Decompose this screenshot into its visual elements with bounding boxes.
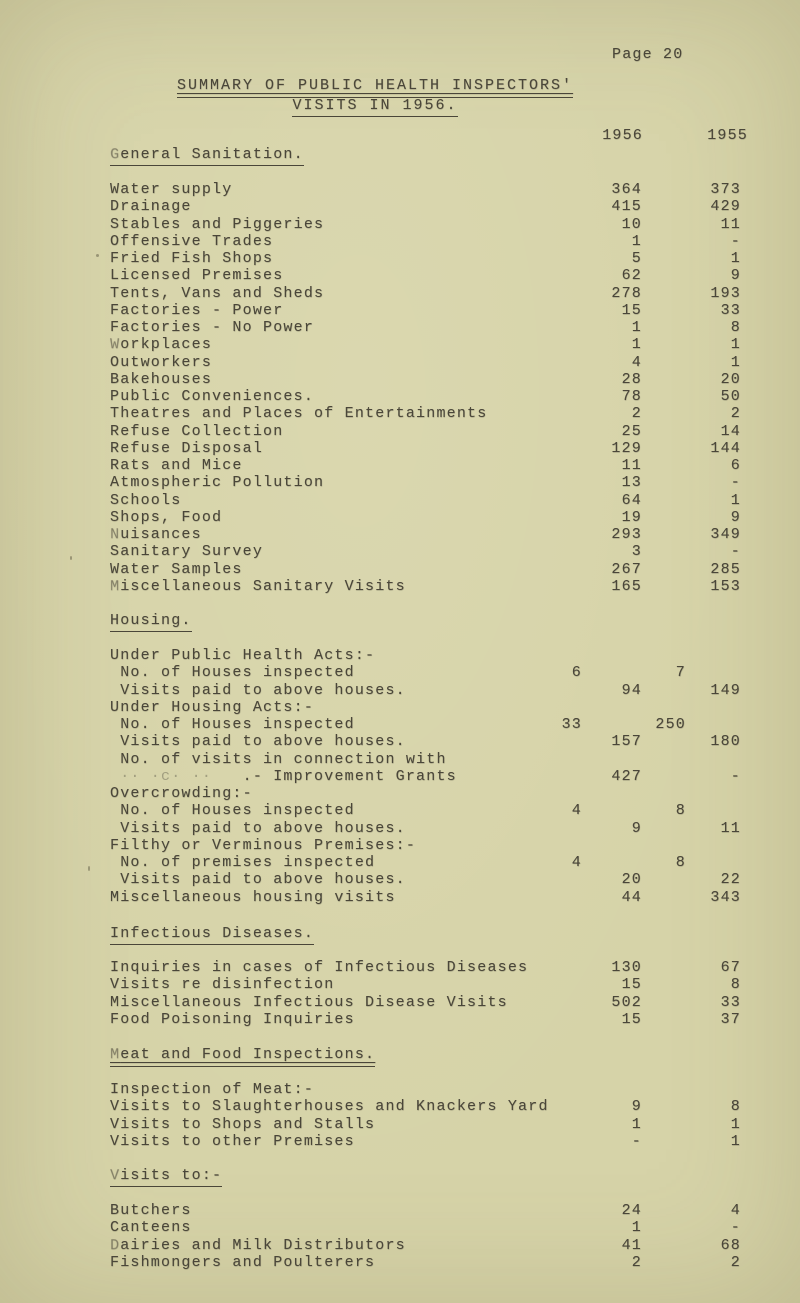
table-row [0,854,800,871]
value-visits-1956: 1 [631,336,642,354]
table-row [0,1116,800,1133]
value-visits-1955: 6 [730,457,741,474]
row-label: Inspection of Meat:- [110,1081,315,1098]
value-visits-1956: 78 [621,388,642,405]
row-label: Visits paid to above houses. [110,733,406,751]
section-heading: Visits to:- [110,1167,222,1187]
value-count-1955: 8 [675,802,686,820]
value-visits-1956: 28 [621,370,642,388]
table-row [0,976,800,993]
table-row [0,371,800,388]
value-count-1956: 6 [571,664,582,682]
row-label: Outworkers [110,353,213,371]
value-visits-1955: 1 [730,1115,741,1133]
row-label: Fishmongers and Poulterers [110,1253,376,1271]
value-visits-1955: 37 [720,1010,741,1028]
value-visits-1955: 2 [730,405,741,423]
value-visits-1955: 9 [730,508,741,526]
document-title-line1: SUMMARY OF PUBLIC HEALTH INSPECTORS' [177,77,573,98]
row-label: Tents, Vans and Sheds [110,284,325,302]
row-label: No. of Houses inspected [110,664,355,682]
table-row [0,354,800,371]
document-title-line1-wrap [110,76,640,96]
row-label: Water supply [110,181,233,198]
value-visits-1956: 62 [621,267,642,285]
value-visits-1955: 8 [730,976,741,994]
paper-speck [70,556,72,560]
table-row [0,820,800,837]
value-visits-1956: 165 [611,577,642,595]
value-count-1956: 4 [571,854,582,871]
value-visits-1956: 2 [631,405,642,423]
table-row [0,1133,800,1150]
value-visits-1955: 1 [730,1132,741,1150]
value-visits-1956: - [631,1132,642,1150]
table-row [0,1098,800,1115]
page-number: Page 20 [612,46,684,63]
table-row [0,1237,800,1254]
row-label: Overcrowding:- [110,785,253,802]
value-visits-1955: 67 [720,959,741,976]
table-row [0,889,800,906]
row-label: Visits paid to above houses. [110,681,406,699]
section-heading: General Sanitation. [110,146,304,166]
section-rows [0,181,800,595]
table-row [0,509,800,526]
value-visits-1955: 193 [710,284,741,302]
row-label: Refuse Disposal [110,439,264,457]
row-label: Visits to Shops and Stalls [110,1115,376,1133]
value-visits-1955: 1 [730,336,741,354]
value-visits-1955: - [730,1219,741,1237]
paper-speck [96,254,99,257]
value-visits-1955: 1 [730,250,741,267]
section-rows [0,1081,800,1150]
row-label: Sanitary Survey [110,543,264,561]
table-row [0,751,800,768]
value-count-1956: 33 [561,716,582,733]
table-row [0,733,800,750]
table-row [0,578,800,595]
row-label: Offensive Trades [110,232,274,250]
value-visits-1956: 5 [631,250,642,267]
value-count-1956: 4 [571,802,582,820]
table-row [0,802,800,819]
section-rows [0,959,800,1028]
section-rows [0,647,800,906]
table-row [0,1254,800,1271]
value-visits-1955: 11 [720,215,741,233]
row-label: Atmospheric Pollution [110,474,325,492]
column-header-1955: 1955 [707,127,748,144]
value-visits-1955: 1 [730,491,741,509]
value-count-1955: 8 [675,854,686,871]
row-label: Miscellaneous housing visits [110,888,396,906]
value-visits-1955: 68 [720,1236,741,1254]
row-label: Licensed Premises [110,267,284,285]
table-row [0,405,800,422]
document-title [110,76,640,116]
value-visits-1956: 1 [631,1115,642,1133]
value-visits-1955: 4 [730,1202,741,1219]
value-visits-1956: 1 [631,1219,642,1237]
value-visits-1955: 429 [710,198,741,216]
value-visits-1956: 293 [611,526,642,543]
section-rows [0,1202,800,1271]
value-visits-1955: 9 [730,267,741,285]
value-visits-1955: 153 [710,577,741,595]
row-label: Visits to Slaughterhouses and Knackers Yard [110,1098,549,1116]
table-row [0,457,800,474]
table-row [0,647,800,664]
row-label: Workplaces [110,336,213,354]
row-label: No. of Houses inspected [110,802,355,820]
faded-illegible-text: ·· ·c· ·· [110,767,243,785]
table-row [0,664,800,681]
row-label: Visits re disinfection [110,976,335,994]
value-visits-1955: 20 [720,370,741,388]
value-visits-1955: - [730,767,741,785]
value-visits-1956: 364 [611,181,642,198]
value-visits-1956: 415 [611,198,642,216]
table-row [0,1202,800,1219]
row-label: No. of visits in connection with [110,750,447,768]
table-row [0,871,800,888]
row-label: Dairies and Milk Distributors [110,1236,406,1254]
table-row [0,440,800,457]
value-visits-1956: 130 [611,959,642,976]
row-label: Miscellaneous Infectious Disease Visits [110,993,508,1011]
value-visits-1956: 94 [621,681,642,699]
value-visits-1955: 149 [710,681,741,699]
value-visits-1956: 10 [621,215,642,233]
value-visits-1956: 1 [631,232,642,250]
table-row [0,388,800,405]
value-visits-1956: 41 [621,1236,642,1254]
row-label: Theatres and Places of Entertainments [110,405,488,423]
value-visits-1955: 8 [730,319,741,336]
row-label: Filthy or Verminous Premises:- [110,836,417,854]
value-visits-1956: 24 [621,1202,642,1219]
value-visits-1956: 15 [621,1010,642,1028]
value-visits-1956: 44 [621,888,642,906]
value-visits-1955: 33 [720,301,741,319]
table-row [0,543,800,560]
table-row [0,682,800,699]
row-label: Water Samples [110,560,243,578]
value-visits-1955: 343 [710,888,741,906]
value-visits-1956: 4 [631,353,642,371]
value-visits-1956: 278 [611,284,642,302]
value-visits-1955: 285 [710,560,741,578]
value-visits-1956: 25 [621,422,642,440]
document-title-line2: VISITS IN 1956. [292,97,457,117]
row-label: Refuse Collection [110,422,284,440]
table-row [0,336,800,353]
value-visits-1955: 144 [710,439,741,457]
row-label: Miscellaneous Sanitary Visits [110,577,406,595]
value-visits-1955: 8 [730,1098,741,1116]
value-visits-1955: 11 [720,819,741,837]
row-label: Drainage [110,198,192,216]
table-row [0,302,800,319]
row-label: Public Conveniences. [110,388,315,405]
table-row [0,716,800,733]
table-row [0,181,800,198]
table-row [0,216,800,233]
document-title-line2-wrap [110,96,640,116]
value-visits-1955: 1 [730,353,741,371]
row-label: Rats and Mice [110,457,243,474]
section-heading: Infectious Diseases. [110,925,314,945]
value-visits-1955: 22 [720,871,741,889]
value-visits-1956: 502 [611,993,642,1011]
value-visits-1955: - [730,232,741,250]
value-count-1955: 7 [675,664,686,682]
value-visits-1956: 9 [631,819,642,837]
value-visits-1956: 1 [631,319,642,336]
row-label: Visits to other Premises [110,1132,355,1150]
value-count-1955: 250 [655,716,686,733]
section-heading: Housing. [110,612,192,632]
value-visits-1955: 349 [710,526,741,543]
row-label: Shops, Food [110,508,223,526]
row-label: Food Poisoning Inquiries [110,1010,355,1028]
row-label: Visits paid to above houses. [110,819,406,837]
row-label: Under Housing Acts:- [110,698,315,716]
row-label: Nuisances [110,526,202,543]
paper-speck [88,866,90,871]
column-header-1956: 1956 [602,127,643,144]
table-row [0,959,800,976]
value-visits-1955: - [730,543,741,561]
value-visits-1956: 19 [621,508,642,526]
table-row [0,319,800,336]
value-visits-1956: 157 [611,733,642,751]
table-row [0,198,800,215]
table-row [0,1219,800,1236]
row-label: Schools [110,491,182,509]
value-visits-1956: 13 [621,474,642,492]
table-row [0,423,800,440]
table-row [0,233,800,250]
value-visits-1956: 20 [621,871,642,889]
table-row [0,994,800,1011]
row-label: Factories - No Power [110,319,315,336]
row-label: No. of premises inspected [110,854,376,871]
table-row [0,474,800,491]
value-visits-1956: 11 [621,457,642,474]
table-row [0,785,800,802]
row-label: Inquiries in cases of Infectious Diseases [110,959,529,976]
value-visits-1956: 267 [611,560,642,578]
value-visits-1955: 373 [710,181,741,198]
value-visits-1955: 33 [720,993,741,1011]
value-visits-1955: 2 [730,1253,741,1271]
value-visits-1956: 15 [621,301,642,319]
row-label: Visits paid to above houses. [110,871,406,889]
table-row [0,250,800,267]
value-visits-1955: - [730,474,741,492]
row-label: Stables and Piggeries [110,215,325,233]
value-visits-1956: 129 [611,439,642,457]
value-visits-1956: 427 [611,767,642,785]
value-visits-1955: 180 [710,733,741,751]
row-label: Factories - Power [110,301,284,319]
table-row [0,267,800,284]
value-visits-1956: 2 [631,1253,642,1271]
table-row [0,285,800,302]
table-row [0,768,800,785]
value-visits-1956: 15 [621,976,642,994]
year-column-headers [0,127,800,144]
table-row [0,1011,800,1028]
table-row [0,492,800,509]
row-label: Canteens [110,1219,192,1237]
table-row [0,561,800,578]
table-row [0,699,800,716]
value-visits-1955: 14 [720,422,741,440]
row-label: No. of Houses inspected [110,716,355,733]
value-visits-1955: 50 [720,388,741,405]
row-label: Bakehouses [110,370,213,388]
row-label: Butchers [110,1202,192,1219]
row-label: Fried Fish Shops [110,250,274,267]
row-label: Under Public Health Acts:- [110,647,376,664]
row-label: ·· ·c· ·· .- Improvement Grants [110,767,457,785]
value-visits-1956: 64 [621,491,642,509]
value-visits-1956: 3 [631,543,642,561]
table-row [0,1081,800,1098]
table-row [0,526,800,543]
table-row [0,837,800,854]
value-visits-1956: 9 [631,1098,642,1116]
section-heading: Meat and Food Inspections. [110,1046,375,1067]
